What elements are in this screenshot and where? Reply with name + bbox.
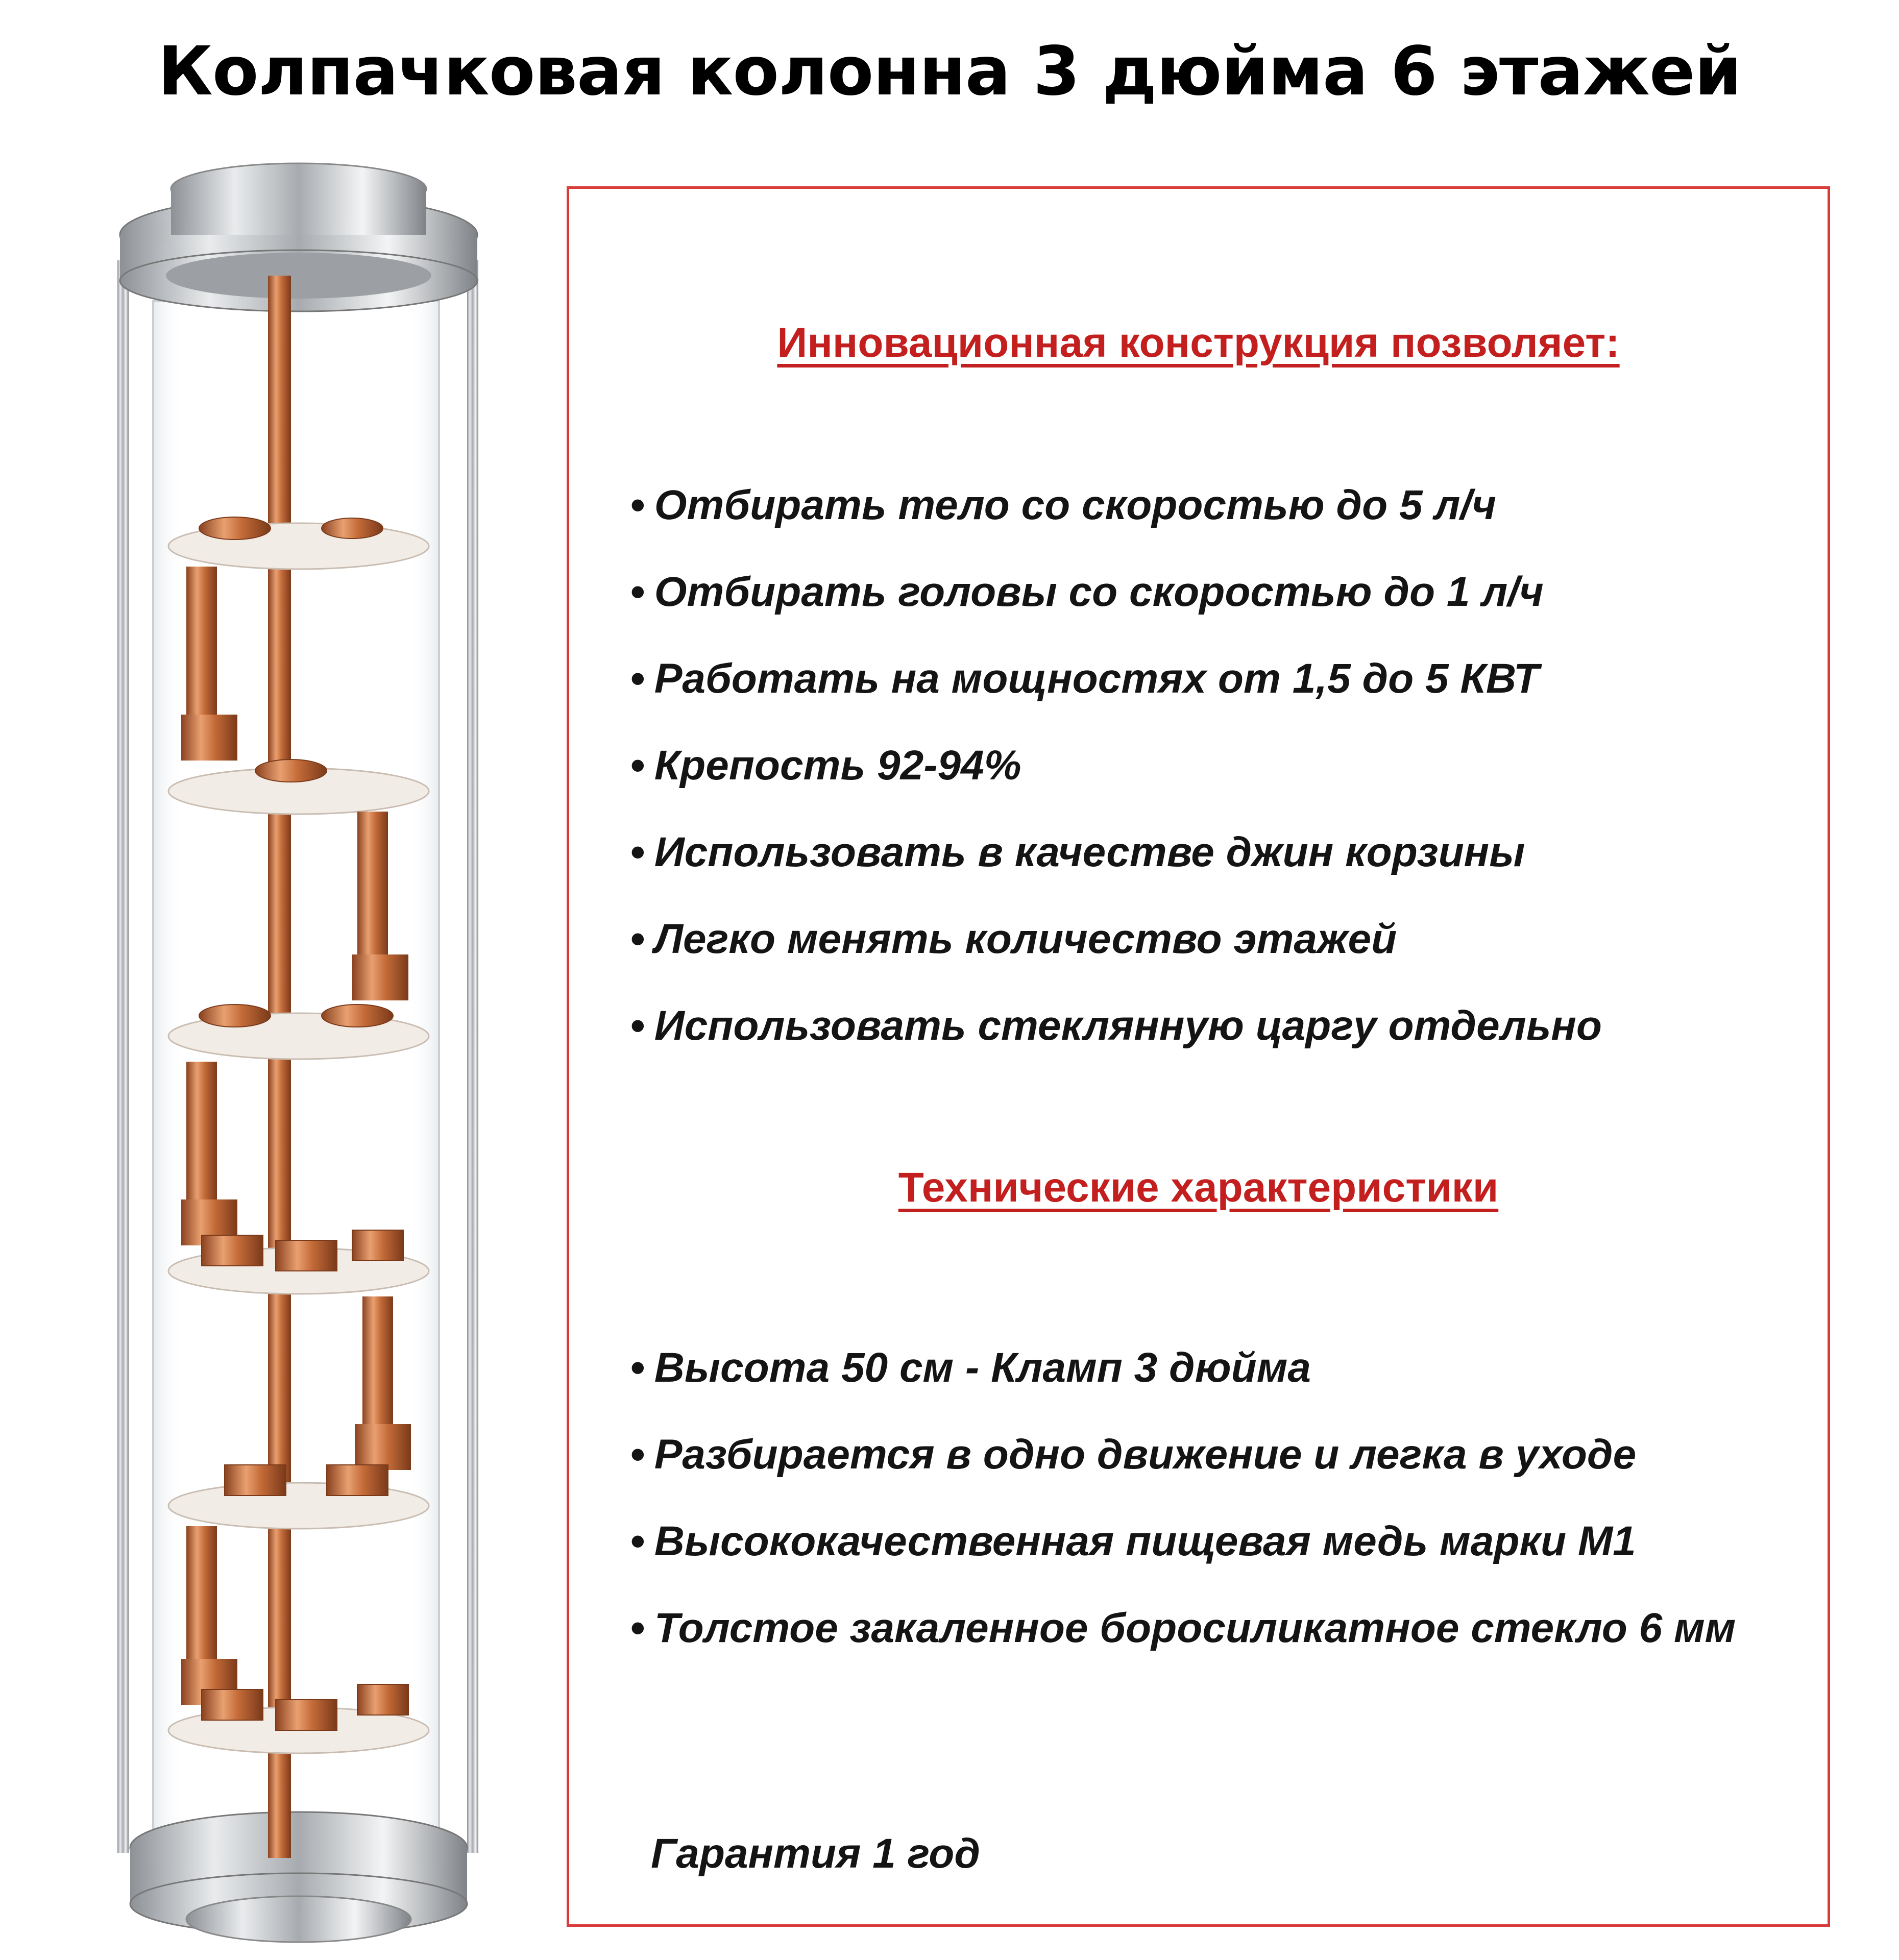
specs-heading: Технические характеристики [898, 1164, 1499, 1211]
list-item: • Работать на мощностях от 1,5 до 5 КВТ [630, 655, 1539, 702]
list-item: • Высококачественная пищевая медь марки М1 [630, 1518, 1636, 1564]
list-item: • Отбирать головы со скоростью до 1 л/ч [630, 569, 1544, 615]
features-panel [567, 186, 1830, 1927]
product-photo-column [66, 148, 526, 1955]
features-heading: Инновационная конструкция позволяет: [777, 320, 1620, 366]
features-list [630, 480, 1602, 1087]
list-item: • Крепость 92-94% [630, 742, 1021, 789]
list-item: • Толстое закаленное боросиликатное стекло 6 мм [630, 1605, 1736, 1651]
list-item: • Разбирается в одно движение и легка в уходе [630, 1431, 1637, 1478]
warranty-text: Гарантия 1 год [651, 1830, 981, 1877]
list-item: • Отбирать тело со скоростью до 5 л/ч [630, 482, 1496, 528]
list-item: • Высота 50 см - Кламп 3 дюйма [630, 1344, 1311, 1391]
list-item: • Использовать стеклянную царгу отдельно [630, 1002, 1602, 1049]
list-item: • Легко менять количество этажей [630, 916, 1397, 962]
specs-list [630, 1342, 1784, 1654]
page-title: Колпачковая колонна 3 дюйма 6 этажей [158, 32, 1741, 111]
list-item: • Использовать в качестве джин корзины [630, 829, 1525, 875]
